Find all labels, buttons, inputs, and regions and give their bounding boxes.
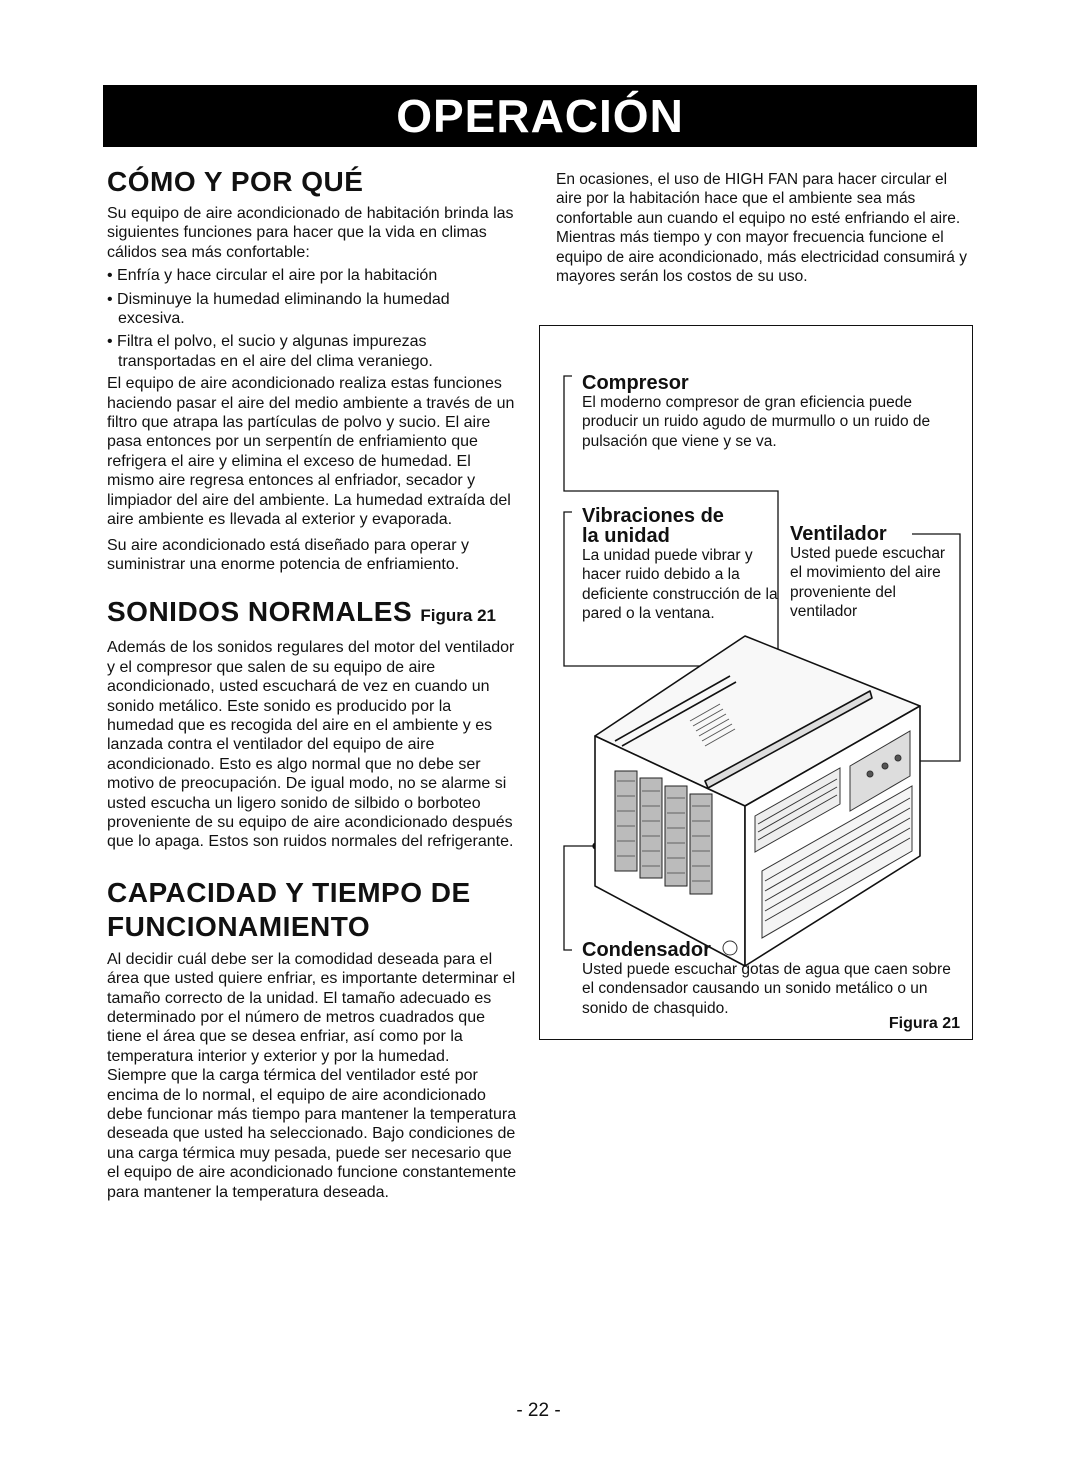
bullet-item: • Enfría y hace circular el aire por la habitación	[107, 267, 438, 285]
section-sonidos-normales	[107, 596, 520, 851]
page-number: - 22 -	[516, 1400, 561, 1421]
callout-ventilador	[790, 524, 950, 622]
callout-title	[582, 506, 782, 546]
callout-text: Usted puede escuchar gotas de agua que caen sobre el condensador causando un sonido metálico o un sonido de chasquido.	[582, 961, 951, 1017]
left-column	[107, 166, 520, 1202]
figure-reference: Figura 21	[420, 606, 497, 626]
paragraph: Al decidir cuál debe ser la comodidad deseada para el área que usted quiere enfriar, es importante determinar el tamaño correcto de la unidad. El tamaño adecuado es determinado por el número de metros cuadrados que tiene el área que se desea enfriar, así como por la temperatura interior y exterior y por la humedad.	[107, 950, 516, 1065]
callout-text: El moderno compresor de gran eficiencia puede producir un ruido agudo de murmullo o un ruido de pulsación que viene y se va.	[582, 394, 931, 450]
heading-line: FUNCIONAMIENTO	[107, 910, 371, 942]
figure-21	[539, 325, 973, 1040]
section-capacidad	[107, 876, 520, 1202]
callout-compresor	[582, 373, 972, 451]
bullet-item: • Disminuye la humedad eliminando la humedad excesiva.	[107, 290, 450, 328]
callout-vibraciones	[582, 506, 782, 624]
paragraph: Además de los sonidos regulares del motor del ventilador y el compresor que salen de su equipo de aire acondicionado, usted escuchará de vez en cuando un sonido metálico. Este sonido es producido por la humedad que es recogida del aire en el ambiente y es lanzada contra el ventilador del equipo de aire acondicionado. Esto es algo normal que no debe ser motivo de preocupación. De igual modo, no se alarme si usted escucha un ligero sonido de silbido o borboteo proveniente de su equipo de aire acondicionado después que lo apaga. Estos son ruidos normales del refrigerante.	[107, 639, 515, 851]
callout-title: Condensador	[582, 939, 711, 961]
paragraph: El equipo de aire acondicionado realiza estas funciones haciendo pasar el aire del medio ambiente a través de un filtro que atrapa las partículas de polvo y sucio. El aire pasa entonces por un serpentín de enfriamiento que refrigera el aire y elimina el exceso de humedad. El mismo aire regresa entonces al enfriador, secador y limpiador del aire del ambiente. La humedad extraída del aire ambiente es llevada al exterior y evaporada.	[107, 375, 515, 529]
page-banner: OPERACIÓN	[103, 85, 977, 147]
section-como-y-por-que	[107, 166, 520, 574]
callout-title-line: Vibraciones de	[582, 505, 724, 527]
heading-text: SONIDOS NORMALES	[107, 596, 413, 628]
heading-line: CAPACIDAD Y TIEMPO DE	[107, 876, 471, 908]
paragraph: En ocasiones, el uso de HIGH FAN para hacer circular el aire por la habitación hace que el ambiente sea más confortable aun cuando el equipo no esté enfriando el aire. Mientras más tiempo y con mayor frecuencia funcione el equipo de aire acondicionado, más electricidad consumirá y mayores serán los costos de su uso.	[556, 171, 967, 286]
callout-title: Compresor	[582, 372, 689, 394]
callout-title-line: la unidad	[582, 525, 670, 547]
callout-title: Ventilador	[790, 523, 887, 545]
callout-text: Usted puede escuchar el movimiento del aire proveniente del ventilador	[790, 545, 946, 621]
callout-text: La unidad puede vibrar y hacer ruido debido a la deficiente construcción de la pared o la ventana.	[582, 547, 778, 623]
section-heading	[107, 596, 520, 632]
section-heading: CÓMO Y POR QUÉ	[107, 166, 364, 197]
callout-condensador	[582, 940, 962, 1018]
figure-label: Figura 21	[888, 1015, 960, 1032]
paragraph: Siempre que la carga térmica del ventilador esté por encima de lo normal, el equipo de aire acondicionado debe funcionar más tiempo para mantener la temperatura deseada que usted ha seleccionado. Bajo condiciones de una carga térmica muy pesada, puede ser necesario que el equipo de aire acondicionado funcione constantemente para mantener la temperatura deseada.	[107, 1067, 517, 1201]
paragraph: Su aire acondicionado está diseñado para operar y suministrar una enorme potencia de enfriamiento.	[107, 536, 470, 573]
paragraph: Su equipo de aire acondicionado de habitación brinda las siguientes funciones para hacer que la vida en climas cálidos sea más confortable:	[107, 205, 514, 261]
section-heading	[107, 876, 520, 944]
bullet-item: • Filtra el polvo, el sucio y algunas impurezas transportadas en el aire del clima veraniego.	[107, 333, 433, 370]
right-column	[556, 170, 976, 286]
